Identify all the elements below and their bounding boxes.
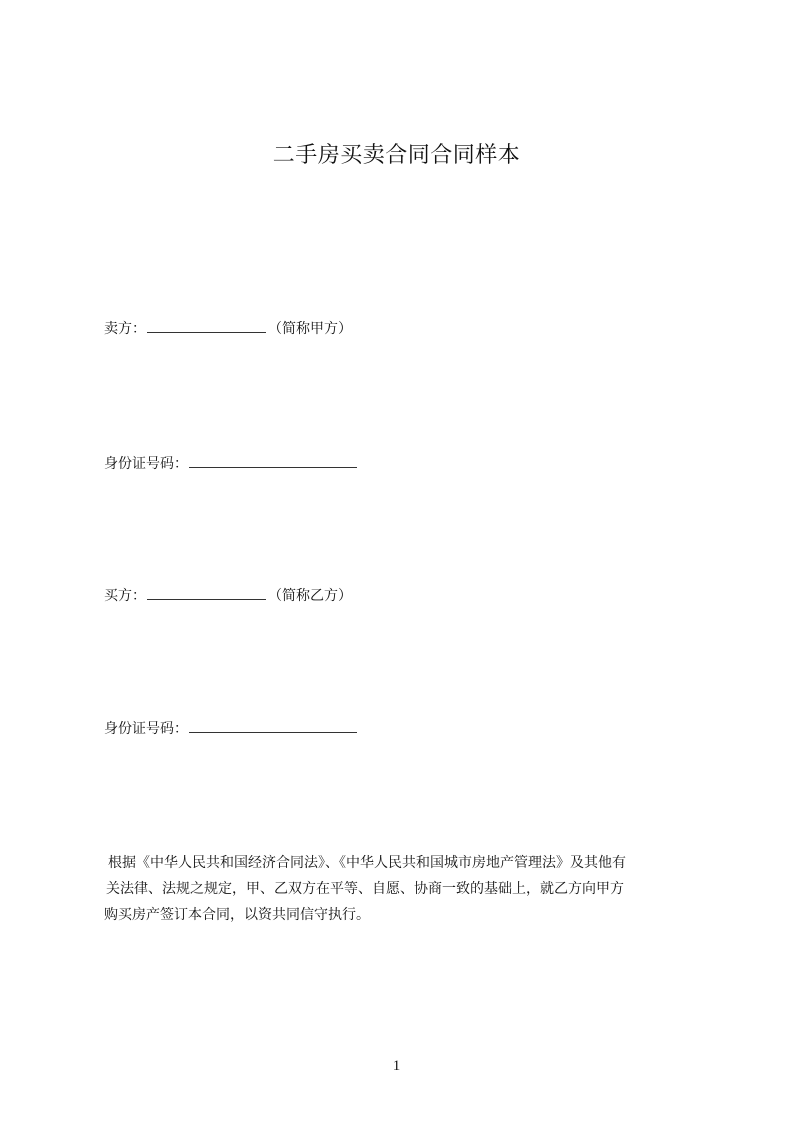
seller-id-field <box>104 453 359 474</box>
seller-field <box>104 318 352 339</box>
page-number: 1 <box>392 1058 401 1074</box>
seller-name-blank[interactable] <box>147 318 266 333</box>
buyer-suffix: （简称乙方） <box>268 588 352 604</box>
buyer-name-blank[interactable] <box>147 585 266 600</box>
preamble-line: 关法律、法规之规定，甲、乙双方在平等、自愿、协商一致的基础上，就乙方向甲方 <box>106 881 624 897</box>
preamble-line: 购买房产签订本合同，以资共同信守执行。 <box>104 907 370 923</box>
preamble-line: 根据《中华人民共和国经济合同法》、《中华人民共和国城市房地产管理法》及其他有 <box>108 855 626 871</box>
seller-id-label: 身份证号码： <box>104 456 188 472</box>
buyer-field <box>104 585 352 606</box>
document-title: 二手房买卖合同合同样本 <box>272 143 521 168</box>
buyer-id-label: 身份证号码： <box>104 721 188 737</box>
seller-id-blank[interactable] <box>189 453 357 468</box>
buyer-id-field <box>104 718 359 739</box>
buyer-id-blank[interactable] <box>189 718 357 733</box>
seller-label: 卖方： <box>104 321 146 337</box>
buyer-label: 买方： <box>104 588 146 604</box>
preamble-paragraph <box>104 850 704 928</box>
seller-suffix: （简称甲方） <box>268 321 352 337</box>
